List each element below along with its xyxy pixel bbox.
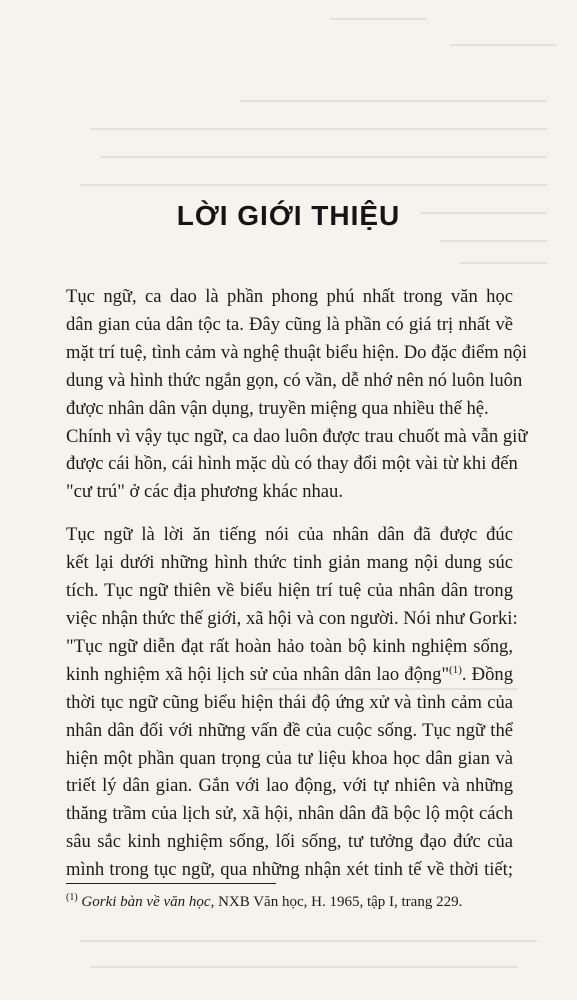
footnote [66,893,516,911]
text-line: mình trong tục ngữ, qua những nhận xét tinh tế về thời tiết; [66,859,513,881]
text-line: "cư trú" ở các địa phương khác nhau. [66,481,343,503]
text-line: Tục ngữ, ca dao là phần phong phú nhất trong văn học [66,286,513,307]
text-line: được cái hồn, cái hình mặc dù có thay đổi một vài từ khi đến [66,453,518,475]
text-line: Tục ngữ là lời ăn tiếng nói của nhân dân đã được đúc [66,524,513,546]
page-title: LỜI GIỚI THIỆU [176,200,401,231]
text-line: hiện một phần quan trọng của tư liệu khoa học dân gian và [66,747,513,769]
text-line: việc nhận thức thế giới, xã hội và con người. Nói như Gorki: [66,607,518,629]
quote-end: kinh nghiệm xã hội lịch sử của nhân dân lao động" [66,663,450,685]
text-line: thăng trầm của lịch sử, xã hội, nhân dân đã bộc lộ một cách [66,803,513,825]
text-line: thời tục ngữ cũng biểu hiện thái độ ứng xử và tình cảm của [66,691,513,713]
footnote-reference[interactable]: (1) [449,663,462,676]
text-line: "Tục ngữ diễn đạt rất hoàn hảo toàn bộ kinh nghiệm sống, [66,635,513,657]
text-line: mặt trí tuệ, tình cảm và nghệ thuật biểu hiện. Do đặc điểm nội [66,341,528,363]
text-line: dân gian của dân tộc ta. Đây cũng là phần có giá trị nhất về [66,313,513,335]
line-continuation: . Đồng [461,663,513,685]
footnote-work-title: Gorki bàn về văn học [81,894,211,910]
text-line: tích. Tục ngữ thiên về biểu hiện trí tuệ của nhân dân trong [66,580,513,602]
text-line: kết lại dưới những hình thức tinh giản mang nội dung súc [66,552,513,574]
footnote-divider [66,883,276,884]
body-text [66,283,528,884]
paragraph [66,283,528,506]
text-line: được nhân dân vận dụng, truyền miệng qua nhiều thế hệ. [66,397,489,419]
text-line: triết lý dân gian. Gắn với lao động, với tự nhiên và những [66,775,513,797]
footnote-marker: (1) [66,892,78,903]
footnote-source: , NXB Văn học, H. 1965, tập I, trang 229. [210,894,463,910]
text-line: Chính vì vậy tục ngữ, ca dao luôn được trau chuốt mà vẫn giữ [66,425,528,447]
text-line: dung và hình thức ngắn gọn, có vần, dễ nhớ nên nó luôn luôn [66,369,523,391]
text-line: nhân dân đối với những vấn đề của cuộc sống. Tục ngữ thể [66,719,513,741]
text-line: sâu sắc kinh nghiệm sống, lối sống, tư tưởng đạo đức của [66,831,513,853]
text-line [66,661,513,689]
paragraph [66,521,518,884]
